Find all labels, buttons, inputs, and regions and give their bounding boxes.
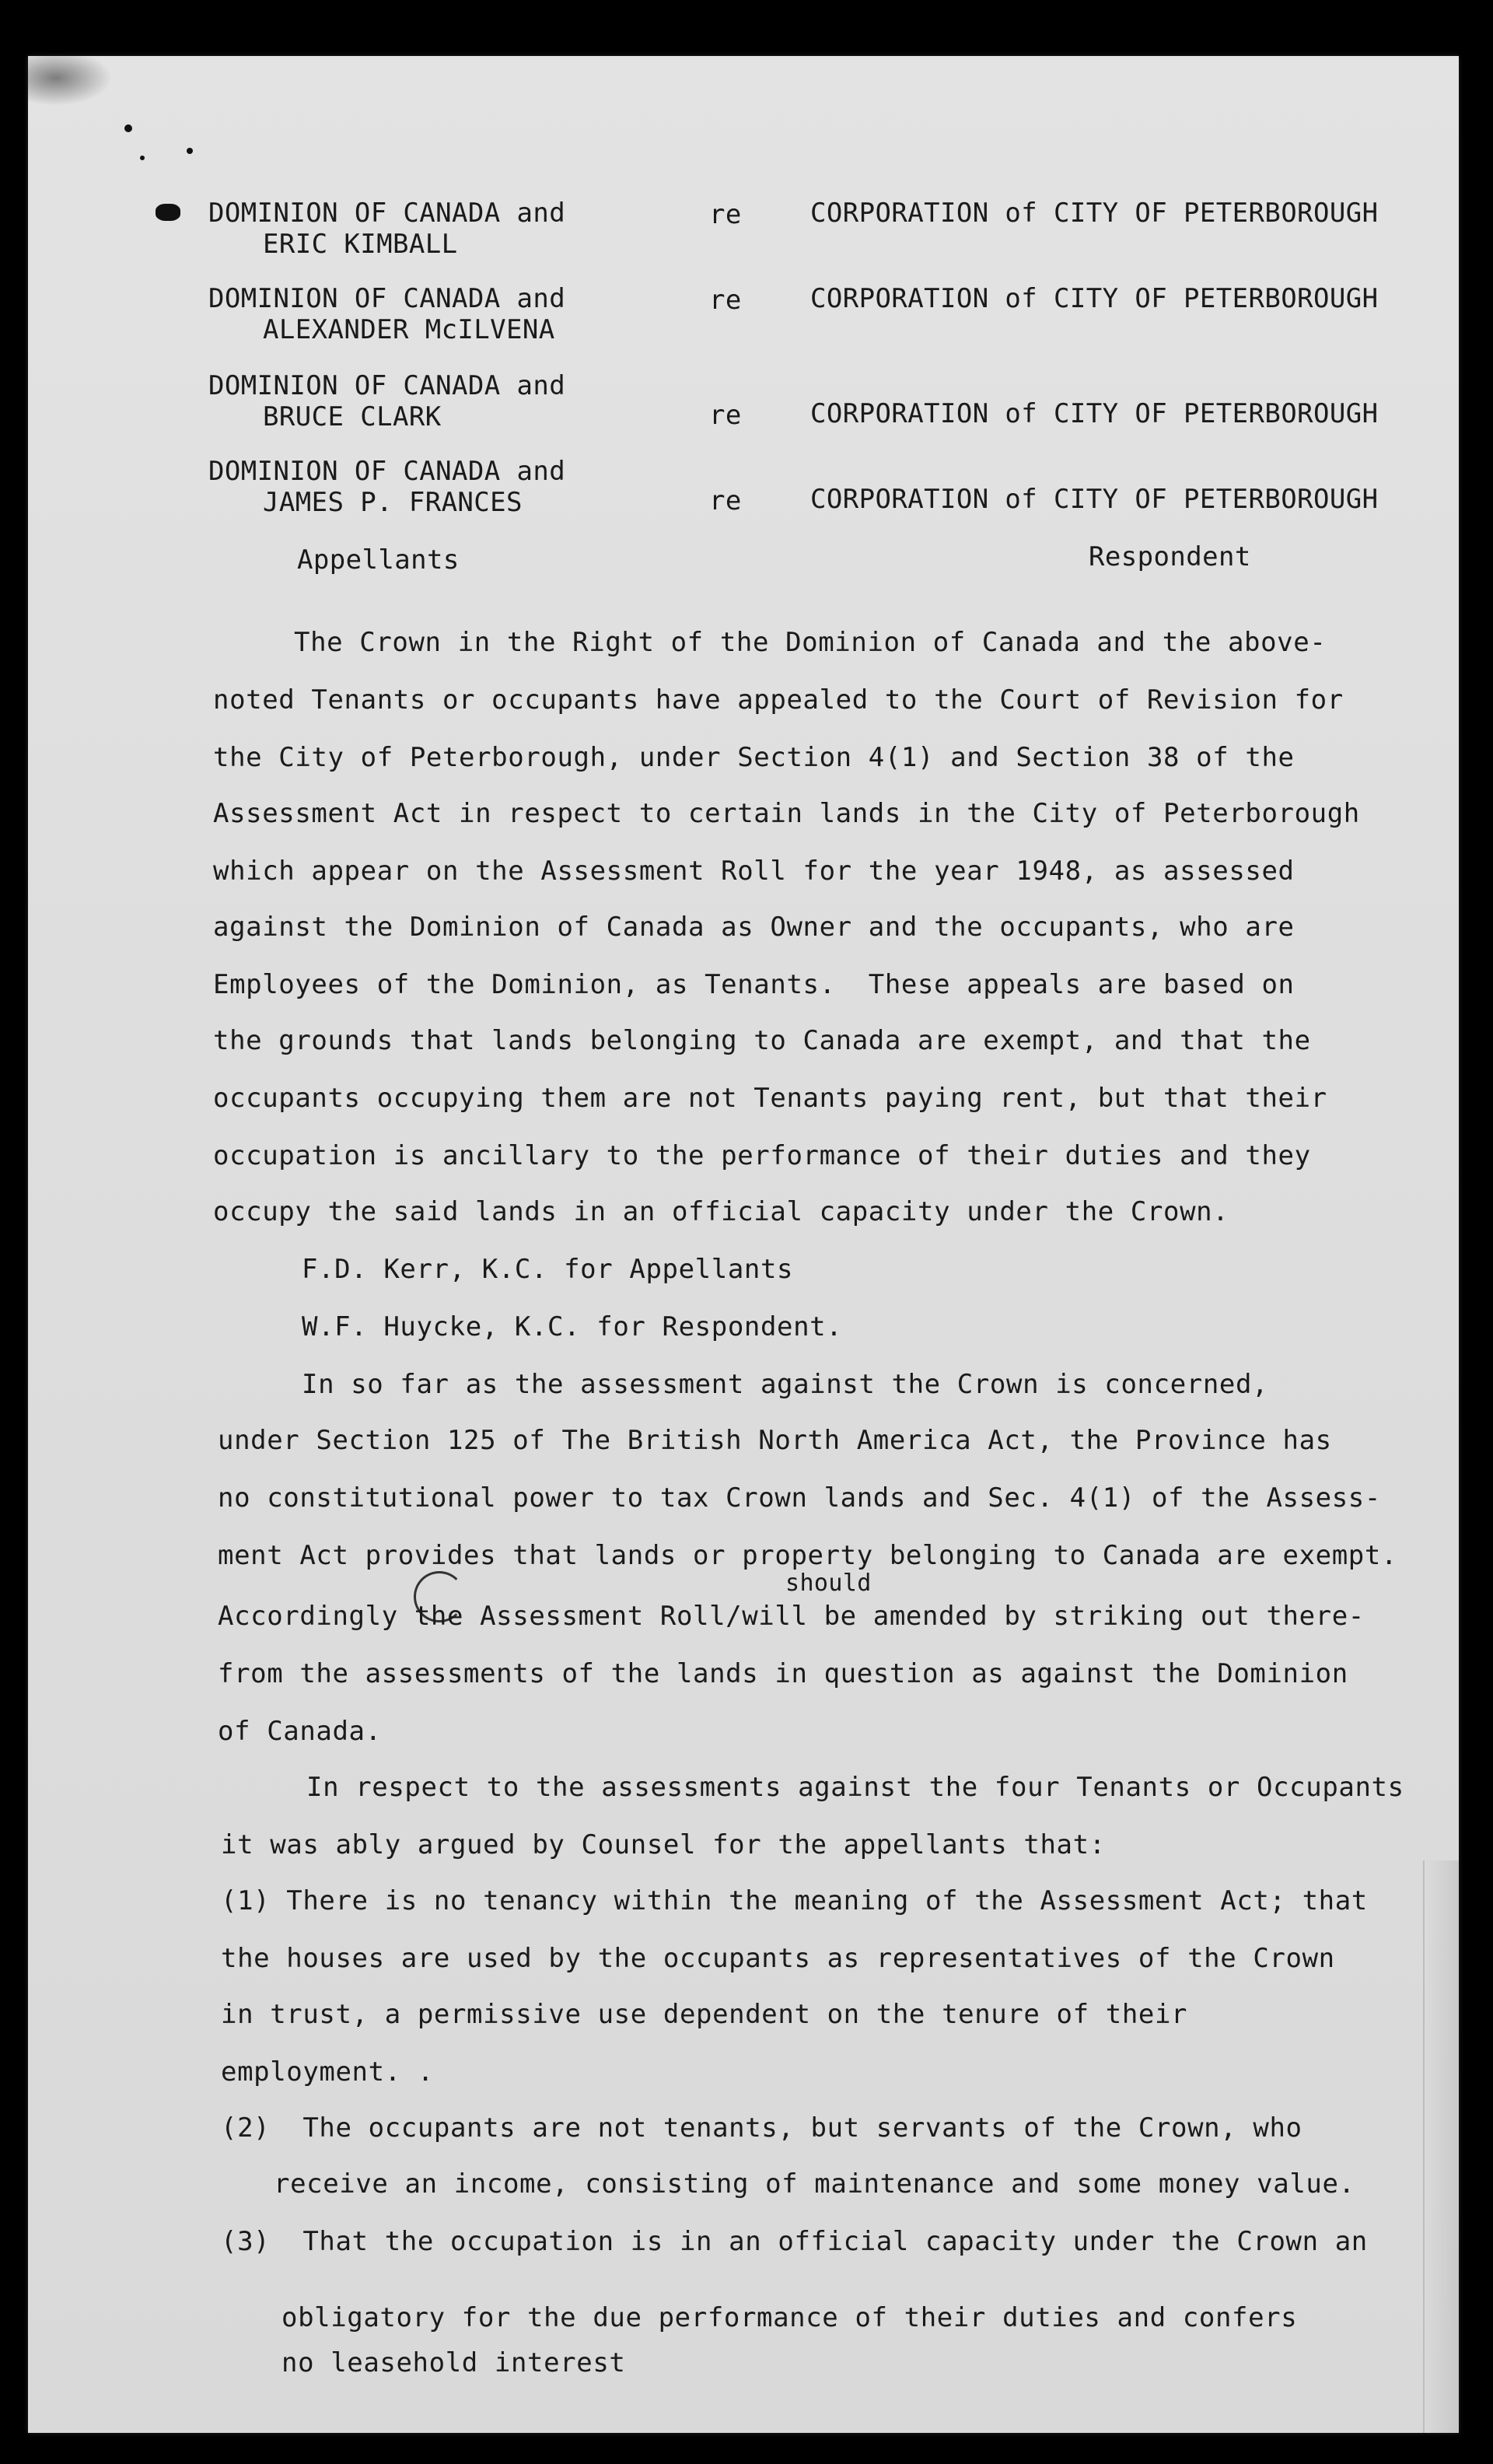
- ink-speck: [140, 156, 145, 160]
- torn-edge: [1423, 1860, 1459, 2433]
- body-line: the houses are used by the occupants as representatives of the Crown: [221, 1943, 1335, 1974]
- numbered-point: (1) There is no tenancy within the meaning of the Assessment Act; that: [221, 1885, 1368, 1916]
- body-line: from the assessments of the lands in question as against the Dominion: [218, 1658, 1348, 1689]
- body-line: noted Tenants or occupants have appealed to the Court of Revision for: [213, 684, 1344, 716]
- re-label: re: [709, 485, 742, 516]
- respondent-name: CORPORATION of CITY OF PETERBOROUGH: [810, 484, 1379, 515]
- counsel-line: F.D. Kerr, K.C. for Appellants: [302, 1254, 794, 1285]
- ink-speck: [156, 204, 180, 221]
- appellant-name: BRUCE CLARK: [263, 401, 442, 432]
- numbered-point: (3) That the occupation is in an official capacity under the Crown an: [221, 2226, 1368, 2257]
- re-label: re: [709, 285, 742, 316]
- appellant-line: DOMINION OF CANADA and: [208, 456, 566, 487]
- appellant-line: DOMINION OF CANADA and: [208, 283, 566, 314]
- body-line: the grounds that lands belonging to Canada are exempt, and that the: [213, 1025, 1311, 1056]
- appellant-name: JAMES P. FRANCES: [263, 487, 523, 518]
- body-line: it was ably argued by Counsel for the appellants that:: [221, 1829, 1106, 1860]
- respondent-name: CORPORATION of CITY OF PETERBOROUGH: [810, 283, 1379, 314]
- body-line: which appear on the Assessment Roll for the year 1948, as assessed: [213, 856, 1295, 887]
- body-line: ment Act provides that lands or property belonging to Canada are exempt.: [218, 1540, 1398, 1571]
- body-line: no leasehold interest: [281, 2347, 626, 2378]
- body-line: against the Dominion of Canada as Owner and the occupants, who are: [213, 912, 1295, 943]
- body-line: in trust, a permissive use dependent on the tenure of their: [221, 1999, 1188, 2030]
- ink-speck: [124, 124, 132, 132]
- body-line: The Crown in the Right of the Dominion of Canada and the above-: [294, 627, 1327, 658]
- appellant-line: DOMINION OF CANADA and: [208, 370, 566, 401]
- respondent-label: Respondent: [1089, 541, 1251, 572]
- respondent-name: CORPORATION of CITY OF PETERBOROUGH: [810, 198, 1379, 229]
- appellant-name: ALEXANDER McILVENA: [263, 314, 555, 345]
- body-line: occupants occupying them are not Tenants paying rent, but that their: [213, 1083, 1327, 1114]
- body-line: occupation is ancillary to the performance of their duties and they: [213, 1140, 1311, 1171]
- appellants-label: Appellants: [297, 544, 460, 576]
- body-line: In so far as the assessment against the Crown is concerned,: [302, 1369, 1269, 1400]
- body-line: In respect to the assessments against the four Tenants or Occupants: [306, 1772, 1404, 1803]
- respondent-name: CORPORATION of CITY OF PETERBOROUGH: [810, 398, 1379, 429]
- body-line: Accordingly the Assessment Roll/will be amended by striking out there-: [218, 1601, 1365, 1632]
- body-line: obligatory for the due performance of their duties and confers: [281, 2302, 1298, 2333]
- re-label: re: [709, 400, 742, 431]
- body-line: under Section 125 of The British North America Act, the Province has: [218, 1425, 1332, 1456]
- numbered-point: (2) The occupants are not tenants, but servants of the Crown, who: [221, 2112, 1302, 2144]
- appellant-line: DOMINION OF CANADA and: [208, 198, 566, 229]
- body-line: no constitutional power to tax Crown lands and Sec. 4(1) of the Assess-: [218, 1482, 1381, 1514]
- body-line: the City of Peterborough, under Section 4(1) and Section 38 of the: [213, 742, 1295, 773]
- re-label: re: [709, 199, 742, 230]
- appellant-name: ERIC KIMBALL: [263, 229, 458, 260]
- body-line: Assessment Act in respect to certain lands in the City of Peterborough: [213, 798, 1360, 829]
- body-line: Employees of the Dominion, as Tenants. These appeals are based on: [213, 969, 1295, 1000]
- body-line: of Canada.: [218, 1716, 382, 1747]
- body-line: receive an income, consisting of maintenance and some money value.: [274, 2168, 1355, 2200]
- ink-speck: [187, 148, 193, 154]
- counsel-line: W.F. Huycke, K.C. for Respondent.: [302, 1311, 843, 1342]
- body-line: occupy the said lands in an official capacity under the Crown.: [213, 1196, 1229, 1227]
- handwritten-insertion: should: [785, 1570, 872, 1597]
- body-line: employment. .: [221, 2056, 434, 2088]
